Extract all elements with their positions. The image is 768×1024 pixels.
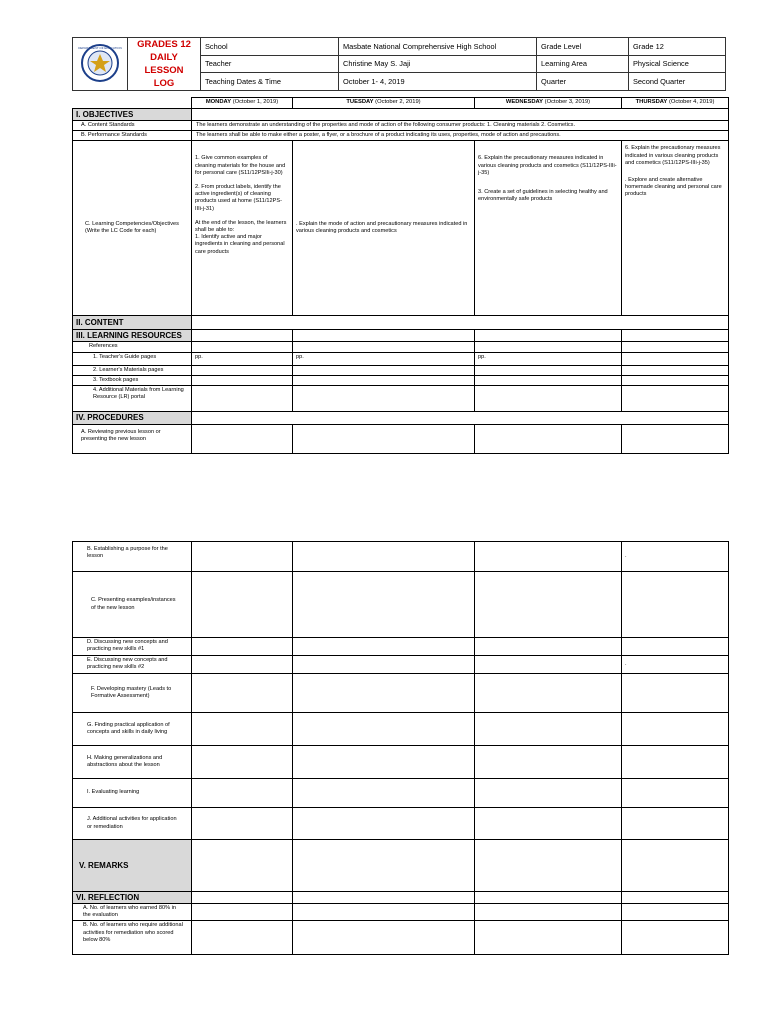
procedure-a-label: A. Reviewing previous lesson or presenting the new lesson xyxy=(73,425,192,454)
procedure-j-label: J. Additional activities for application or remediation xyxy=(73,808,192,840)
content-standards-text: The learners demonstrate an understanding of the properties and mode of action of the following consumer products: 1. Cleaning materials 2. Cosmetics. xyxy=(192,121,729,131)
learning-area-label: Learning Area xyxy=(537,55,629,73)
procedures-span xyxy=(192,412,729,425)
objectives-heading-span xyxy=(192,109,729,121)
school-label: School xyxy=(201,38,339,56)
grade-level-value: Grade 12 xyxy=(629,38,726,56)
procedure-g-label: G. Finding practical application of concepts and skills in daily living xyxy=(73,713,192,746)
additional-materials-label: 4. Additional Materials from Learning Resource (LR) portal xyxy=(73,386,192,412)
day-wednesday: WEDNESDAY (October 3, 2019) xyxy=(475,98,622,109)
school-value: Masbate National Comprehensive High School xyxy=(339,38,537,56)
deped-seal-icon xyxy=(78,43,122,83)
textbook-pages-label: 3. Textbook pages xyxy=(73,375,192,385)
competencies-monday: 1. Give common examples of cleaning materials for the house and for personal care (S11/12PSIIi-j-30) 2. From product labels, identify the active ingredient(s) of cleaning products used at home (S11/12PS-IIIi-j-31) At the end of the lesson, the learners shall be able to: 1. Identify active and major ingredients in cleaning and personal care products xyxy=(192,141,293,316)
content-standards-label: A. Content Standards xyxy=(73,121,192,131)
competencies-tuesday: . Explain the mode of action and precautionary measures indicated in various cleaning products and cosmetics xyxy=(293,141,475,316)
procedure-e-thursday: . xyxy=(622,656,729,674)
content-span xyxy=(192,316,729,330)
teacher-label: Teacher xyxy=(201,55,339,73)
objectives-heading: I. OBJECTIVES xyxy=(73,109,192,121)
procedure-i-label: I. Evaluating learning xyxy=(73,779,192,808)
content-heading: II. CONTENT xyxy=(73,316,192,330)
grade-level-label: Grade Level xyxy=(537,38,629,56)
header-table xyxy=(72,37,726,91)
procedure-b-thursday: . xyxy=(622,542,729,572)
learning-area-value: Physical Science xyxy=(629,55,726,73)
competencies-wednesday: 6. Explain the precautionary measures indicated in various cleaning products and cosmetics (S11/12PS-IIIi-j-35) 3. Create a set of guidelines in selecting healthy and environmentally safe products xyxy=(475,141,622,316)
tg-wednesday-pp: pp. xyxy=(475,352,622,365)
procedure-f-label: F. Developing mastery (Leads to Formative Assessment) xyxy=(73,674,192,713)
procedure-d-label: D. Discussing new concepts and practicing new skills #1 xyxy=(73,638,192,656)
performance-standards-label: B. Performance Standards xyxy=(73,131,192,141)
dates-label: Teaching Dates & Time xyxy=(201,73,339,91)
dates-value: October 1- 4, 2019 xyxy=(339,73,537,91)
references-label: References xyxy=(73,342,192,352)
teachers-guide-label: 1. Teacher's Guide pages xyxy=(73,352,192,365)
tg-monday-pp: pp. xyxy=(192,352,293,365)
days-header-row xyxy=(73,98,729,109)
competencies-label: C. Learning Competencies/Objectives (Write the LC Code for each) xyxy=(73,141,192,316)
deped-seal-logo xyxy=(73,38,128,91)
procedure-c-label: C. Presenting examples/instances of the new lesson xyxy=(73,572,192,638)
procedures-heading: IV. PROCEDURES xyxy=(73,412,192,425)
procedure-h-label: H. Making generalizations and abstractions about the lesson xyxy=(73,746,192,779)
learning-resources-heading: III. LEARNING RESOURCES xyxy=(73,330,192,342)
learners-materials-label: 2. Learner's Materials pages xyxy=(73,365,192,375)
procedure-e-label: E. Discussing new concepts and practicing new skills #2 xyxy=(73,656,192,674)
lesson-log-table-page1 xyxy=(72,97,729,454)
teacher-value: Christine May S. Jaji xyxy=(339,55,537,73)
reflection-heading: VI. REFLECTION xyxy=(73,892,192,904)
quarter-label: Quarter xyxy=(537,73,629,91)
reflection-a-label: A. No. of learners who earned 80% in the evaluation xyxy=(73,904,192,921)
tg-tuesday-pp: pp. xyxy=(293,352,475,365)
lesson-log-table-page2 xyxy=(72,541,729,955)
remarks-heading: V. REMARKS xyxy=(73,840,192,892)
competencies-thursday: 6. Explain the precautionary measures indicated in various cleaning products and cosmetics (S11/12PS-IIIi-j-35) . Explore and create alternative homemade cleaning and personal care products xyxy=(622,141,729,316)
dll-title: GRADES 12 DAILY LESSON LOG xyxy=(128,38,201,91)
performance-standards-text: The learners shall be able to make either a poster, a flyer, or a brochure of a product indicating its uses, properties, mode of action and precautions. xyxy=(192,131,729,141)
day-thursday: THURSDAY (October 4, 2019) xyxy=(622,98,729,109)
svg-text:DEPARTMENT OF EDUCATION: DEPARTMENT OF EDUCATION xyxy=(78,46,122,50)
quarter-value: Second Quarter xyxy=(629,73,726,91)
procedure-b-label: B. Establishing a purpose for the lesson xyxy=(73,542,192,572)
reflection-b-label: B. No. of learners who require additional activities for remediation who scored below 80% xyxy=(73,921,192,955)
day-monday: MONDAY (October 1, 2019) xyxy=(192,98,293,109)
day-tuesday: TUESDAY (October 2, 2019) xyxy=(293,98,475,109)
